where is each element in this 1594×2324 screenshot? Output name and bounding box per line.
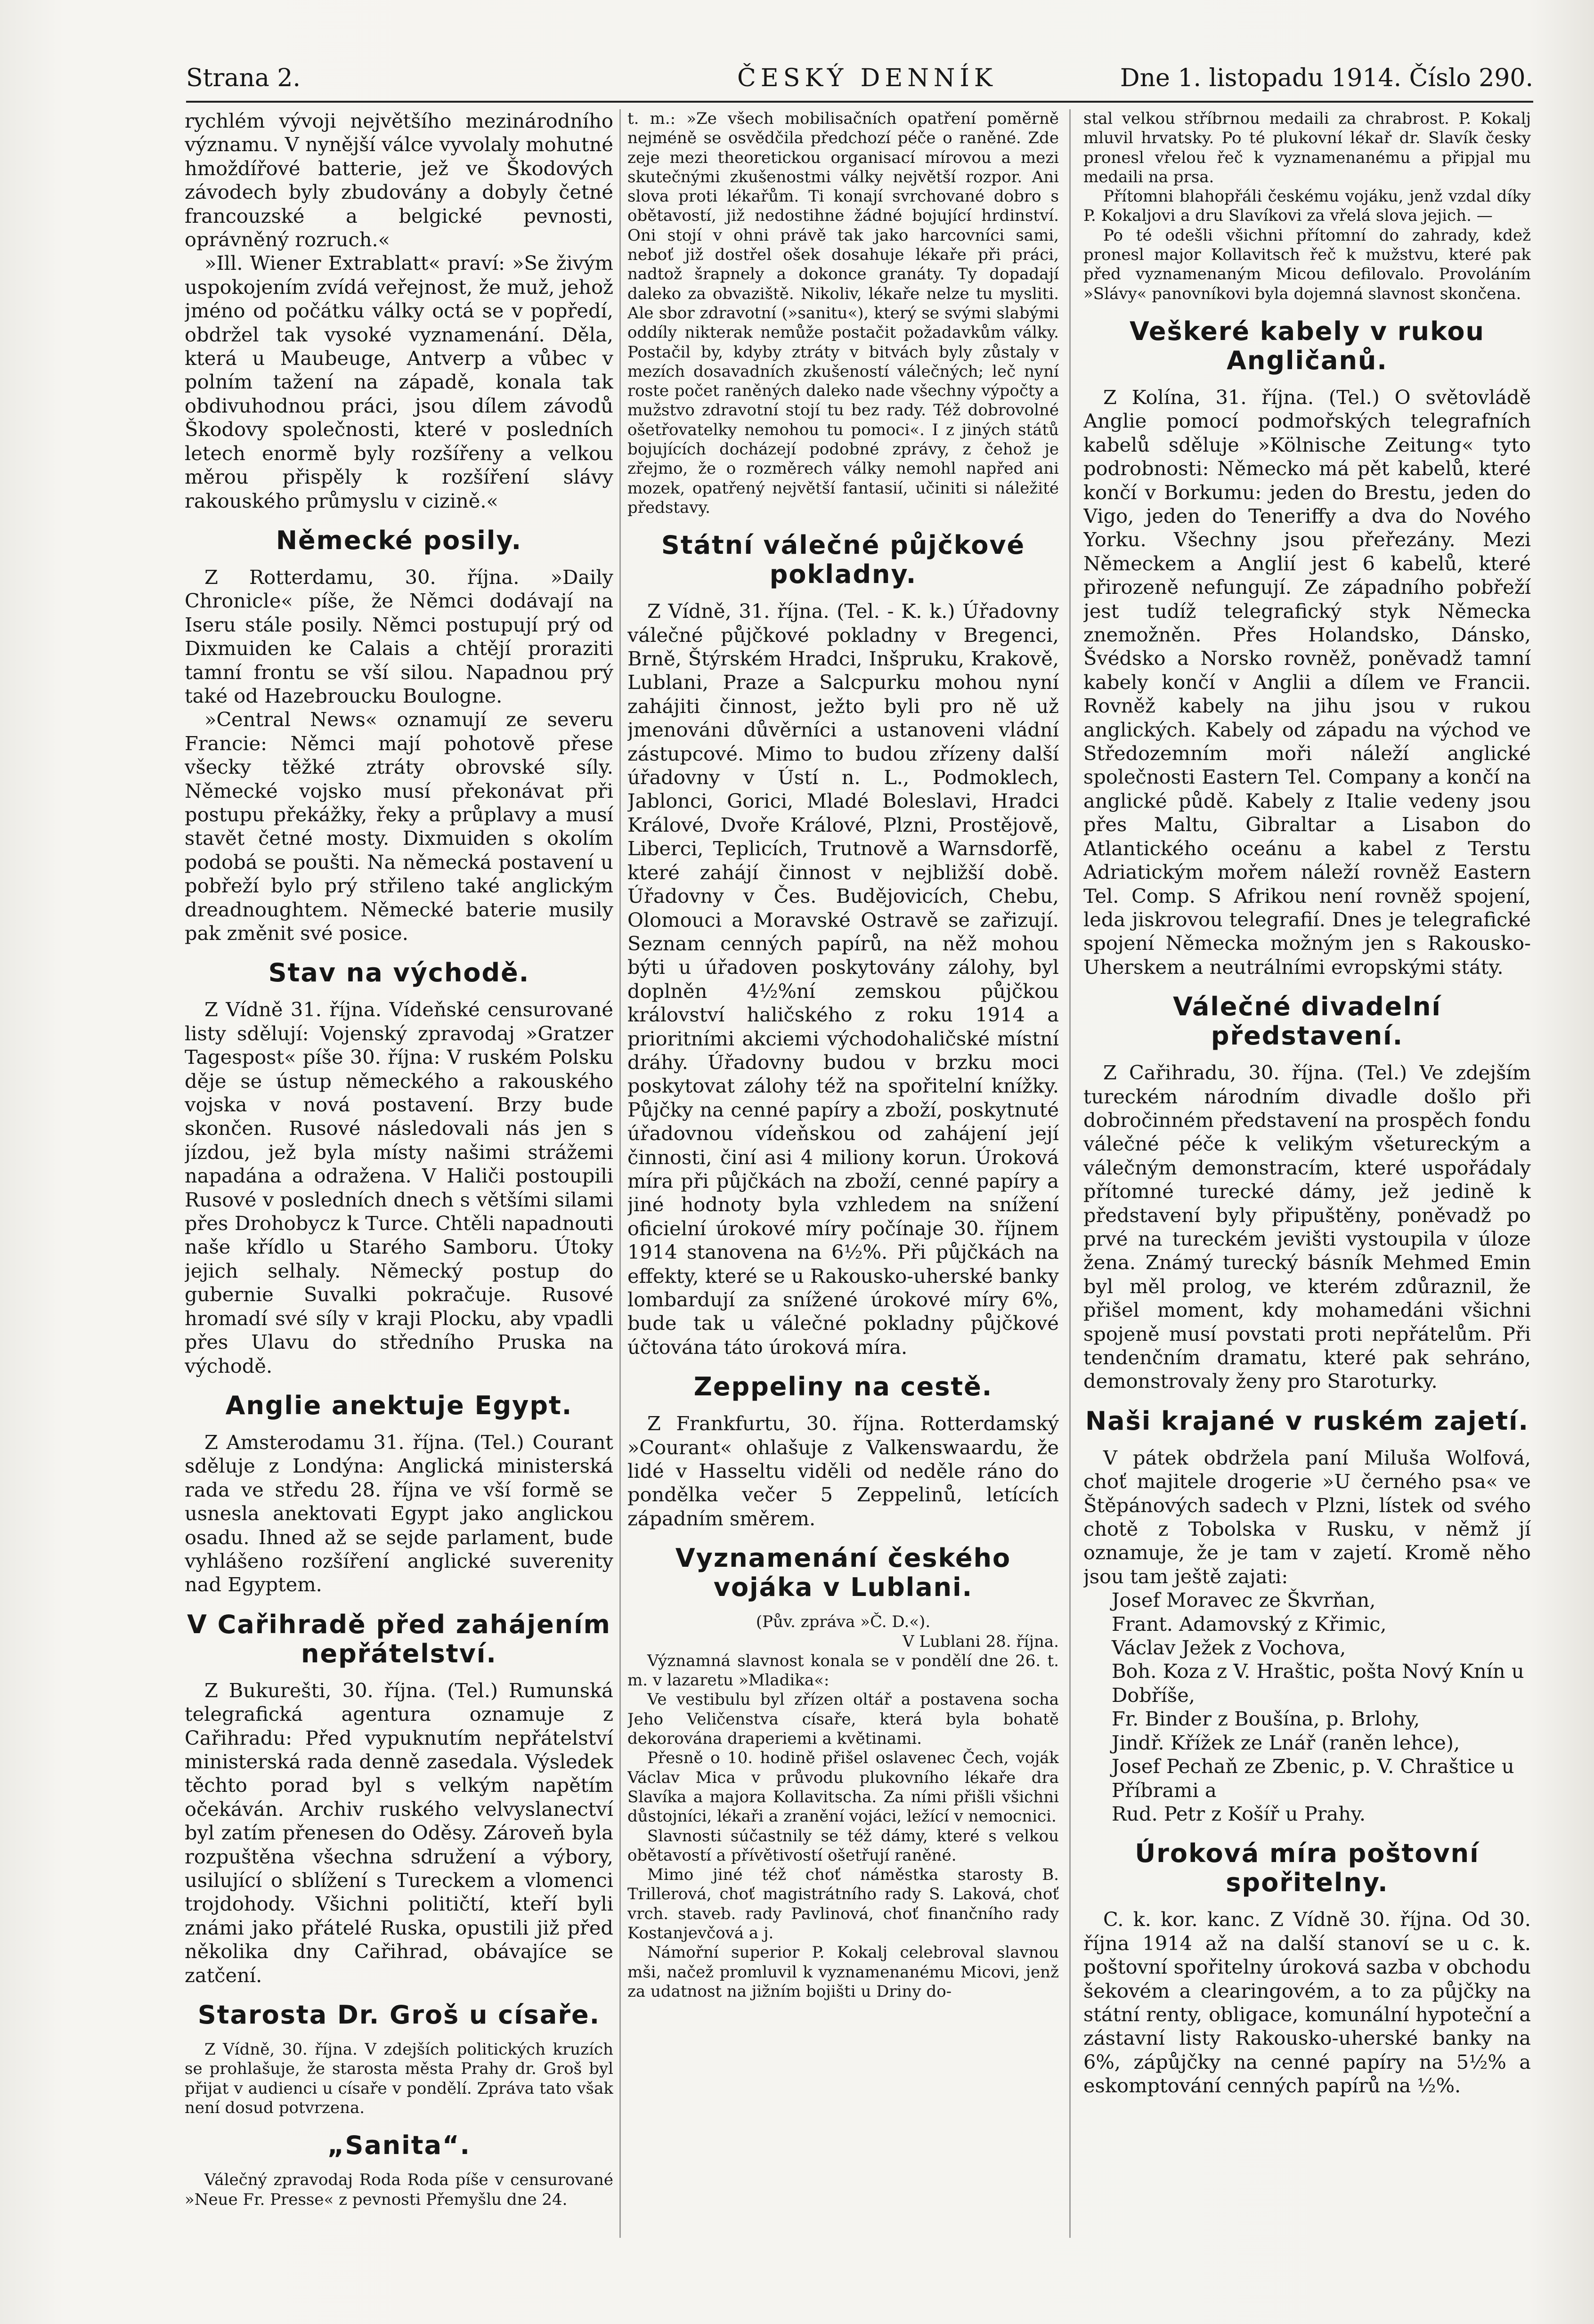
article-paragraph: Významná slavnost konala se v pondělí dne 26. t. m. v lazaretu »Mladika«: <box>627 1651 1059 1690</box>
article-headline: Stav na východě. <box>268 958 530 988</box>
column-divider <box>1069 109 1071 2238</box>
article-paragraph: Po té odešli všichni přítomní do zahrady, kdež pronesl major Kollavitsch řeč k mužstvu, které pak před vyznamenaným Micou defilovalo. Provoláním »Slávy« panovníkovi byla dojemná slavnost skončena. <box>1083 226 1531 303</box>
article-paragraph: Přesně o 10. hodině přišel oslavenec Čech, voják Václav Mica v průvodu plukovního lékaře dra Slavíka a majora Kollavitscha. Za ními přišli všichni důstojníci, lékaři a zranění vojáci, ležící v nemocnici. <box>627 1749 1059 1826</box>
masthead-title: ČESKÝ DENNÍK <box>737 64 997 92</box>
article-paragraph: C. k. kor. kanc. Z Vídně 30. října. Od 30. října 1914 až na další stanoví se u c. k. poštovní spořitelny úroková sazba v obchodu šekovém a clearingovém, a to za půjčky na státní renty, obligace, komunální hypoteční a zástavní listy Rakousko-uherské banky na 6%, zápůjčky na cenné papíry na 5½% a eskomptování cenných papírů na ½%. <box>1083 1908 1531 2097</box>
article-paragraph: Námořní superior P. Kokalj celebroval slavnou mši, načež promluvil k vyznamenanému Micovi, jenž za udatnost na jižním bojišti u Driny do- <box>627 1943 1059 2001</box>
list-item: Josef Pechaň ze Zbenic, p. V. Chraštice u Příbrami a <box>1112 1755 1514 1802</box>
article-paragraph: Z Vídně 31. října. Vídeňské censurované listy sdělují: Vojenský zpravodaj »Gratzer Tagespost« píše 30. října: V ruském Polsku děje se ústup německého a rakouského vojska v nová postavení. Brzy bude skončen. Rusové následovali nás jen s jízdou, jež byla místy našimi strážemi napadána a odražena. V Haliči postoupili Rusové v posledních dnech s většími silami přes Drohobycz k Turce. Chtěli napadnouti naše křídlo u Starého Samboru. Útoky jejich selhaly. Německý postup do gubernie Suvalki pokračuje. Rusové hromadí své síly v kraji Plocku, aby vpadli přes Ulavu do středního Pruska na východě. <box>185 998 613 1377</box>
article-headline: V Cařihradě před zahájením nepřátelství. <box>187 1609 611 1668</box>
article-paragraph: »Central News« oznamují ze severu Francie: Němci mají pohotově přese všecky těžké ztráty obrovské síly. Německé vojsko musí překonávat při postupu překážky, řeky a průplavy a musí stavět četné mosty. Dixmuiden s okolím podobá se poušti. Na německá postavení u pobřeží bylo prý střileno také anglickým dreadnoughtem. Německé baterie musily pak změnit své posice. <box>185 708 613 945</box>
article-dateline: V Lublani 28. října. <box>903 1632 1059 1651</box>
column-2 <box>627 109 1059 2266</box>
article-paragraph: Z Amsterodamu 31. října. (Tel.) Courant sděluje z Londýna: Anglická ministerská rada ve středu 28. října ve vší formě se usnesla anektovati Egypt jako anglickou osadu. Ihned až se sejde parlament, bude vyhlášeno rozšíření anglické suverenity nad Egyptem. <box>185 1430 613 1596</box>
list-item: Václav Ježek z Vochova, <box>1112 1636 1346 1660</box>
article-headline: Státní válečné půjčkové pokladny. <box>661 530 1025 590</box>
article-headline: Válečné divadelní představení. <box>1173 992 1441 1051</box>
article-headline: Zeppeliny na cestě. <box>693 1372 993 1402</box>
prisoner-list <box>1083 1588 1531 1826</box>
list-item: Josef Moravec ze Škvrňan, <box>1112 1588 1376 1612</box>
article-source: (Pův. zpráva »Č. D.«). <box>756 1612 931 1632</box>
column-divider <box>619 109 621 2238</box>
article-paragraph: V pátek obdržela paní Miluša Wolfová, choť majitele drogerie »U černého psa« ve Štěpánových sadech v Plzni, lístek od svého chotě z Tobolska v Rusku, v němž jí oznamuje, že je tam v zajetí. Kromě něho jsou tam ještě zajati: <box>1083 1446 1531 1588</box>
list-item: Rud. Petr z Košíř u Prahy. <box>1112 1802 1366 1825</box>
article-paragraph: Mimo jiné též choť náměstka starosty B. Trillerová, choť magistrátního rady S. Laková, choť vrch. staveb. rady Pavlinová, choť finančního rady Kostanjevčová a j. <box>627 1865 1059 1943</box>
article-paragraph: Válečný zpravodaj Roda Roda píše v censurované »Neue Fr. Presse« z pevnosti Přemyšlu dne 24. <box>185 2170 613 2209</box>
page-number: Strana 2. <box>186 64 301 92</box>
article-headline: Vyznamenání českého vojáka v Lublani. <box>675 1543 1011 1603</box>
column-3 <box>1083 109 1531 2266</box>
article-paragraph: Z Rotterdamu, 30. října. »Daily Chronicle« píše, že Němci dodávají na Iseru stále posily. Němci postupují prý od Dixmuiden ke Calais a chtějí proraziti tamní frontu se vší silou. Napadnou prý také od Hazebroucku Boulogne. <box>185 565 613 707</box>
list-item: Fr. Binder z Boušína, p. Brlohy, <box>1112 1707 1420 1731</box>
article-headline: Naši krajané v ruském zajetí. <box>1085 1406 1529 1436</box>
list-item: Frant. Adamovský z Křimic, <box>1112 1612 1387 1636</box>
article-headline: Anglie anektuje Egypt. <box>225 1390 573 1420</box>
article-headline: Starosta Dr. Groš u císaře. <box>197 2000 601 2030</box>
article-paragraph: Ve vestibulu byl zřízen oltář a postavena socha Jeho Veličenstva císaře, která byla bohatě dekorována draperiemi a květinami. <box>627 1690 1059 1749</box>
article-headline: „Sanita“. <box>327 2130 471 2161</box>
article-paragraph: t. m.: »Ze všech mobilisačních opatření poměrně nejméně se osvědčila předchozí péče o raněné. Zde zeje mezi theoretickou organisací mírovou a mezi skutečnými zkušenostmi války největší rozpor. Ani slova proti lékařům. Ti konají svrchované dobro s obětavostí, již nedostihne žádné bojující hrdinství. Oni stojí v ohni právě tak jako harcovníci sami, neboť již dostřel ošek dosahuje lékaře při práci, nadtož šrapnely a dokonce granáty. Ty dopadají daleko za obvaziště. Nikoliv, lékaře nelze tu mysliti. Ale sbor zdravotní (»sanitu«), který se svými slabými oddíly nikterak nemůže postačit požadavkům války. Postačil by, kdyby ztráty v bitvách byly zůstaly v mezích dosavadních zkušeností válečných; leč nyní roste počet raněných daleko nade všechny výpočty a mužstvo zdravotní stojí tu bez rady. Též dobrovolné ošetřovatelky nemohou tu pomoci«. I z jiných států bojujících docházejí podobné zprávy, z čehož je zřejmo, že o rozměrech války nemohl napřed ani mozek, opatřený největší fantasií, učiniti si náležité představy. <box>627 109 1059 517</box>
page-header <box>186 57 1533 103</box>
article-headline: Německé posily. <box>276 525 522 555</box>
list-item: Boh. Koza z V. Hraštic, pošta Nový Knín u Dobříše, <box>1112 1660 1524 1707</box>
article-paragraph: Slavnosti súčastnily se též dámy, které s velkou obětavostí a přívětivostí ošetřují raněné. <box>627 1826 1059 1865</box>
article-paragraph: Z Vídně, 31. října. (Tel. - K. k.) Úřadovny válečné půjčkové pokladny v Bregenci, Brně, Štýrském Hradci, Inšpruku, Krakově, Lublani, Praze a Salcpurku mohou nyní zahájiti činnost, ježto byli pro ně už jmenováni důvěrníci a ustanoveni vládní zástupcové. Mimo to budou zřízeny další úřadovny v Ústí n. L., Podmoklech, Jablonci, Gorici, Mladé Boleslavi, Hradci Králové, Dvoře Králové, Plzni, Prostějově, Liberci, Teplicích, Trutnově a Warnsdorfě, které zahájí činnost v nejbližší době. Úřadovny v Čes. Budějovicích, Chebu, Olomouci a Moravské Ostravě se zařizují. Seznam cenných papírů, na něž mohou býti u úřadoven poskytovány zálohy, byl doplněn 4½%ní zemskou půjčkou království haličského z roku 1914 a prioritními akciemi východohaličské místní dráhy. Úřadovny budou v brzku moci poskytovat zálohy též na spořitelní knížky. Půjčky na cenné papíry a zboží, poskytnuté úřadovnou vídeňskou od zahájení její činnosti, činí asi 4 miliony korun. Úroková míra při půjčkách na zboží, cenné papíry a jiné hodnoty byla vzhledem na snížení oficielní úrokové míry počínaje 30. říjnem 1914 stanovena na 6½%. Při půjčkách na effekty, které se u Rakousko-uherské banky lombardují za snížené úrokové míry 6%, bude tak u válečné pokladny půjčkové účtována táto úroková míra. <box>627 599 1059 1359</box>
article-paragraph: Z Kolína, 31. října. (Tel.) O světovládě Anglie pomocí podmořských telegrafních kabelů sděluje »Kölnische Zeitung« tyto podrobnosti: Německo má pět kabelů, které končí v Borkumu: jeden do Brestu, jeden do Vigo, jeden do Teneriffy a dva do Nového Yorku. Všechny jsou přeřezány. Mezi Německem a Anglií jest 6 kabelů, které přirozeně nefungují. Ze západního pobřeží jest tudíž telegrafický styk Německa znemožněn. Přes Holandsko, Dánsko, Švédsko a Norsko rovněž, poněvadž tamní kabely končí v Anglii a dílem ve Francii. Rovněž kabely na jihu jsou v rukou anglických. Kabely od západu na východ ve Středozemním moři náleží anglické společnosti Eastern Tel. Company a končí na anglické půdě. Kabely z Italie vedeny jsou přes Maltu, Gibraltar a Lisabon do Atlantického oceánu a kabel z Terstu Adriatickým mořem náleží rovněž Eastern Tel. Comp. S Afrikou není rovněž spojení, leda jiskrovou telegrafií. Dnes je telegrafické spojení Německa možným jen s Rakousko-Uherskem a neutrálními evropskými státy. <box>1083 385 1531 979</box>
article-paragraph: Z Vídně, 30. října. V zdejších politických kruzích se prohlašuje, že starosta města Prahy dr. Groš byl přijat v audienci u císaře v pondělí. Zpráva tato však není dosud potvrzena. <box>185 2040 613 2117</box>
column-1 <box>185 109 613 2266</box>
article-paragraph: Přítomni blahopřáli českému vojáku, jenž vzdal díky P. Kokaljovi a dru Slavíkovi za vřelá slova jejich. — <box>1083 187 1531 226</box>
article-headline: Úroková míra poštovní spořitelny. <box>1135 1838 1480 1898</box>
article-paragraph: »Ill. Wiener Extrablatt« praví: »Se živým uspokojením zvídá veřejnost, že muž, jehož jméno od počátku války octá se v popředí, obdržel tak vysoké vyznamenání. Děla, která u Maubeuge, Antverp a vůbec v polním tažení na západě, konala tak obdivuhodnou práci, jsou dílem závodů Škodovy společnosti, které v posledních letech enormě byly rozšířeny a velkou měrou přispěly k rozšíření slávy rakouského průmyslu v cizině.« <box>185 251 613 512</box>
article-paragraph: Z Cařihradu, 30. října. (Tel.) Ve zdejším tureckém národním divadle došlo při dobročinném představení na prospěch fondu válečné péče k velikým všetureckým a válečným demonstracím, které uspořádaly přítomné turecké dámy, jež jedině k představení byly připuštěny, poněvadž po prvé na tureckém jevišti vystoupila v úloze žena. Známý turecký básník Mehmed Emin byl měl prolog, ve kterém zdůraznil, že přišel moment, kdy mohamedáni všichni spojeně musí povstati proti nepřátelům. Při tendenčním dramatu, které pak sehráno, demonstrovaly ženy pro Staroturky. <box>1083 1061 1531 1393</box>
article-paragraph: Z Bukurešti, 30. října. (Tel.) Rumunská telegrafická agentura oznamuje z Cařihradu: Před vypuknutím nepřátelství ministerská rada denně zasedala. Výsledek těchto porad byl s velkým napětím očekáván. Archiv ruského velvyslanectví byl zatím přenesen do Oděsy. Zároveň byla rozpuštěna všechna sdružení a výbory, usilující o sblížení s Tureckem a vlomenci trojdohody. Všichni političtí, kteří byli známi jako přátelé Ruska, opustili již před několika dny Cařihrad, obávajíce se zatčení. <box>185 1678 613 1987</box>
issue-date: Dne 1. listopadu 1914. Číslo 290. <box>1120 64 1533 92</box>
list-item: Jindř. Křížek ze Lnář (raněn lehce), <box>1112 1731 1460 1754</box>
article-paragraph: stal velkou stříbrnou medaili za chrabrost. P. Kokalj mluvil hrvatsky. Po té plukovní lékař dr. Slavík česky pronesl vřelou řeč k vyznamenanému a připjal mu medaili na prsa. <box>1083 109 1531 186</box>
article-headline: Veškeré kabely v rukou Angličanů. <box>1130 316 1485 375</box>
article-paragraph: rychlém vývoji největšího mezinárodního významu. V nynější válce vyvolaly mohutné hmoždířové batterie, jež ve Škodových závodech byly zbudovány a dobyly četné francouzské a belgické pevnosti, oprávněný rozruch.« <box>185 109 613 251</box>
article-paragraph: Z Frankfurtu, 30. října. Rotterdamský »Courant« ohlašuje z Valkenswaardu, že lidé v Hasseltu viděli od neděle ráno do pondělka večer 5 Zeppelinů, letících západním směrem. <box>627 1412 1059 1530</box>
